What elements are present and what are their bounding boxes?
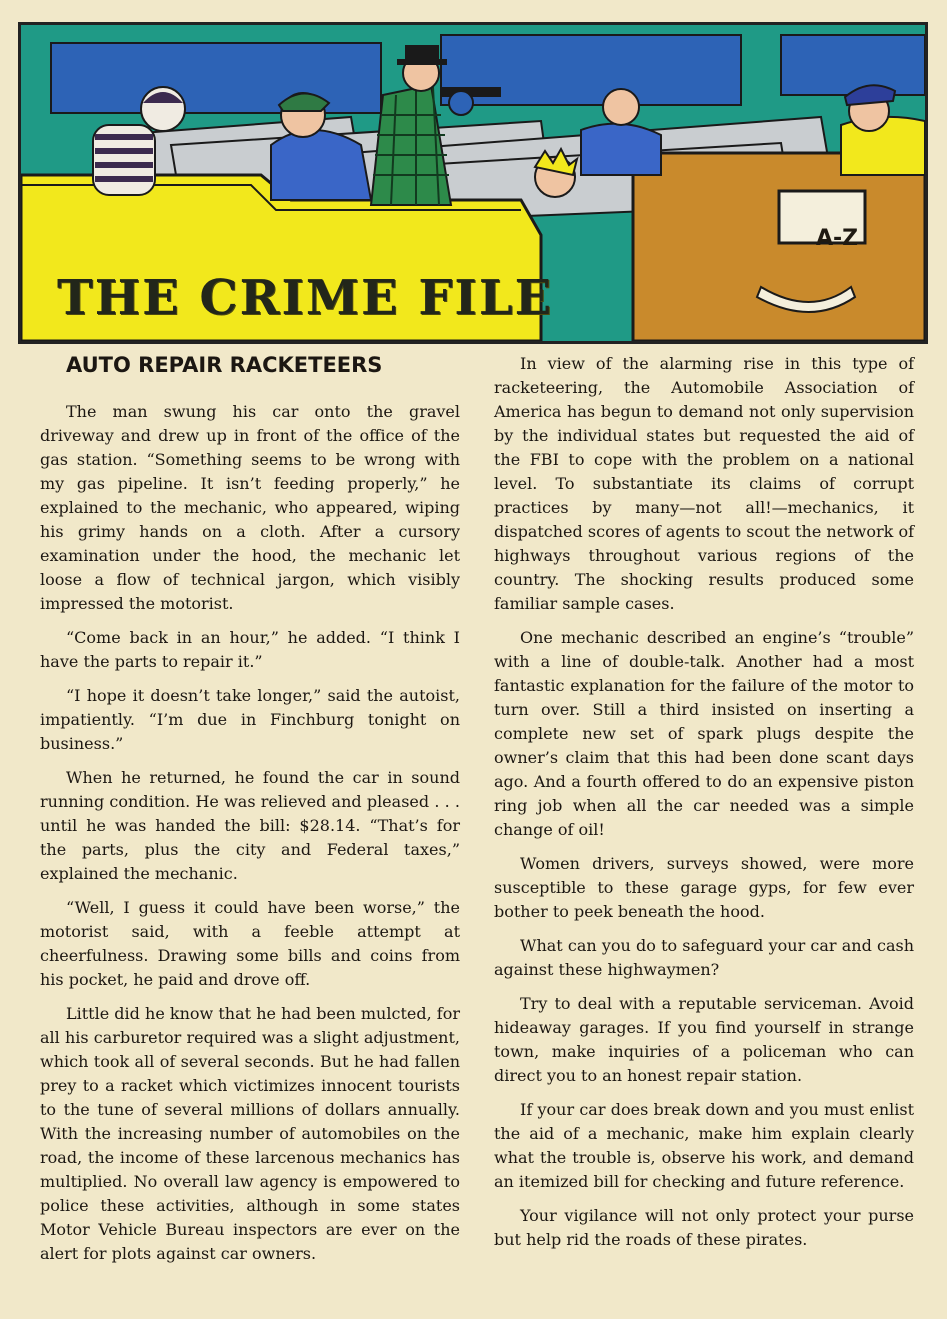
paragraph: Try to deal with a reputable serviceman. Avoid hideaway garages. If you find yourself in strange town, make inquiries of a policeman who can direct you to an honest repair station. (494, 994, 914, 1085)
paragraph: “Come back in an hour,” he added. “I think I have the parts to repair it.” (40, 628, 460, 671)
article-column-right (494, 352, 914, 1262)
drawer-label: A-Z (815, 226, 859, 251)
crime-file-title: THE CRIME FILE (57, 270, 554, 326)
file-cabinet-drawer (633, 153, 925, 341)
paragraph: Women drivers, surveys showed, were more susceptible to these garage gyps, for few ever bother to peek beneath the hood. (494, 854, 914, 921)
paragraph: One mechanic described an engine’s “trouble” with a line of double-talk. Another had a most fantastic explanation for the failure of the motor to turn over. Still a third insisted on inserting a complete new set of spark plugs despite the owner’s claim that this had been done scant days ago. And a fourth offered to do an expensive piston ring job when all the car needed was a simple change of oil! (494, 628, 914, 839)
paragraph: The man swung his car onto the gravel driveway and drew up in front of the office of the gas station. “Something seems to be wrong with my gas pipeline. It isn’t feeding properly,” he explained to the mechanic, who appeared, wiping his grimy hands on a cloth. After a cursory examination under the hood, the mechanic let loose a flow of technical jargon, which visibly impressed the motorist. (40, 402, 460, 613)
paragraph: “I hope it doesn’t take longer,” said the autoist, impatiently. “I’m due in Finchburg tonight on business.” (40, 686, 460, 753)
crime-file-illustration (18, 22, 928, 344)
paragraph: In view of the alarming rise in this type of racketeering, the Automobile Association of America has begun to demand not only supervision by the individual states but requested the aid of the FBI to cope with the problem on a national level. To substantiate its claims of corrupt practices by many—not all!—mechanics, it dispatched scores of agents to scout the network of highways throughout various regions of the country. The shocking results produced some familiar sample cases. (494, 354, 914, 613)
paragraph: When he returned, he found the car in sound running condition. He was relieved and pleased . . . until he was handed the bill: $28.14. “That’s for the parts, plus the city and Federal taxes,” explained the mechanic. (40, 768, 460, 883)
paragraph: Little did he know that he had been mulcted, for all his carburetor required was a slight adjustment, which took all of several seconds. But he had fallen prey to a racket which victimizes innocent tourists to the tune of several millions of dollars annually. With the increasing number of automobiles on the road, the income of these larcenous mechanics has multiplied. No overall law agency is empowered to police these activities, although in some states Motor Vehicle Bureau inspectors are ever on the alert for plots against car owners. (40, 1004, 460, 1263)
paragraph: What can you do to safeguard your car and cash against these highwaymen? (494, 936, 914, 979)
paragraph: If your car does break down and you must enlist the aid of a mechanic, make him explain clearly what the trouble is, observe his work, and demand an itemized bill for checking and future reference. (494, 1100, 914, 1191)
paragraph: Your vigilance will not only protect your purse but help rid the roads of these pirates. (494, 1206, 914, 1249)
paragraph: “Well, I guess it could have been worse,” the motorist said, with a feeble attempt at cheerfulness. Drawing some bills and coins from his pocket, he paid and drove off. (40, 898, 460, 989)
article-column-left (40, 400, 460, 1276)
article-title: AUTO REPAIR RACKETEERS (66, 353, 383, 377)
